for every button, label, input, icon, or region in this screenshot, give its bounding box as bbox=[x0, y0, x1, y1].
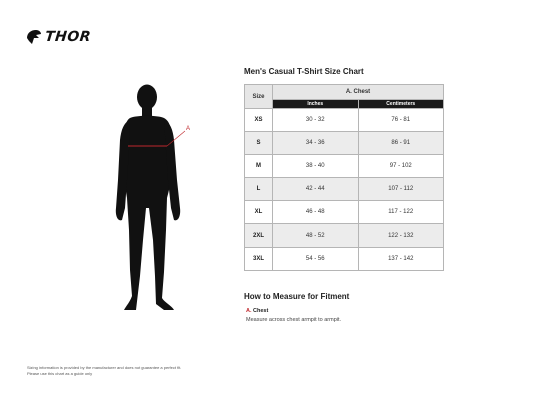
centimeters-column-header: Centimeters bbox=[358, 99, 444, 108]
centimeters-cell: 97 - 102 bbox=[358, 155, 444, 178]
size-cell: XS bbox=[245, 109, 273, 132]
size-chart-table bbox=[244, 84, 444, 271]
inches-cell: 42 - 44 bbox=[273, 178, 359, 201]
brand-logo bbox=[26, 29, 91, 45]
measure-item-name: Chest bbox=[253, 308, 269, 314]
table-row bbox=[245, 247, 444, 270]
inches-cell: 34 - 36 bbox=[273, 132, 359, 155]
table-row bbox=[245, 224, 444, 247]
size-cell: XL bbox=[245, 201, 273, 224]
measure-section-title: How to Measure for Fitment bbox=[244, 292, 350, 301]
chart-title: Men's Casual T-Shirt Size Chart bbox=[244, 67, 364, 76]
size-cell: L bbox=[245, 178, 273, 201]
size-cell: S bbox=[245, 132, 273, 155]
inches-cell: 54 - 56 bbox=[273, 247, 359, 270]
centimeters-cell: 122 - 132 bbox=[358, 224, 444, 247]
inches-cell: 38 - 40 bbox=[273, 155, 359, 178]
inches-column-header: Inches bbox=[273, 99, 359, 108]
measure-item-label bbox=[246, 308, 268, 314]
disclaimer-line: Please use this chart as a guide only bbox=[27, 370, 93, 376]
inches-cell: 46 - 48 bbox=[273, 201, 359, 224]
brand-name: THOR bbox=[44, 29, 92, 45]
disclaimer-line: Sizing information is provided by the manufacturer and does not guarantee a perfect fit. bbox=[27, 365, 182, 370]
body-silhouette bbox=[100, 80, 200, 315]
measure-item-letter: A. bbox=[246, 308, 252, 314]
measure-item-description: Measure across chest armpit to armpit. bbox=[246, 317, 342, 323]
centimeters-cell: 117 - 122 bbox=[358, 201, 444, 224]
table-row bbox=[245, 155, 444, 178]
size-cell: 3XL bbox=[245, 247, 273, 270]
disclaimer bbox=[27, 365, 181, 376]
table-row bbox=[245, 178, 444, 201]
inches-cell: 48 - 52 bbox=[273, 224, 359, 247]
table-row bbox=[245, 132, 444, 155]
size-cell: 2XL bbox=[245, 224, 273, 247]
centimeters-cell: 137 - 142 bbox=[358, 247, 444, 270]
inches-cell: 30 - 32 bbox=[273, 109, 359, 132]
helmet-logo-icon bbox=[26, 29, 42, 45]
chest-marker-label: A bbox=[186, 126, 191, 132]
chest-column-header: A. Chest bbox=[273, 85, 444, 100]
centimeters-cell: 107 - 112 bbox=[358, 178, 444, 201]
size-cell: M bbox=[245, 155, 273, 178]
size-column-header: Size bbox=[245, 85, 273, 109]
centimeters-cell: 76 - 81 bbox=[358, 109, 444, 132]
centimeters-cell: 86 - 91 bbox=[358, 132, 444, 155]
silhouette-head bbox=[137, 85, 157, 110]
table-row bbox=[245, 109, 444, 132]
table-row bbox=[245, 201, 444, 224]
